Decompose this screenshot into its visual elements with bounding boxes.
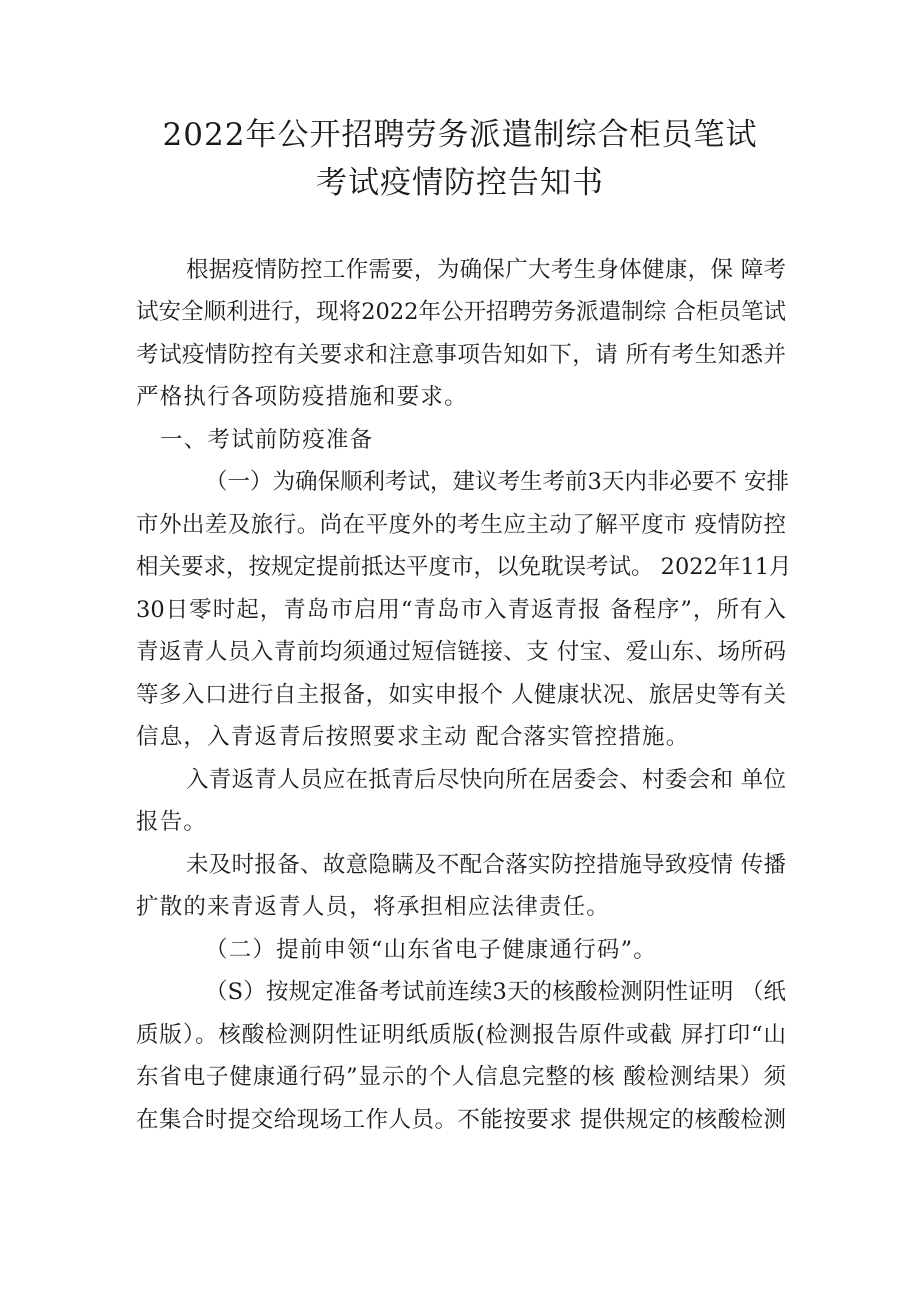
document-title-line-1: 2022年公开招聘劳务派遣制综合柜员笔试: [162, 117, 758, 153]
paragraph-line: 试安全顺利进行，现将2022年公开招聘劳务派遣制综 合柜员笔试: [136, 299, 786, 325]
paragraph-line: 严格执行各项防疫措施和要求。: [136, 384, 468, 410]
paragraph-line: （一）为确保顺利考试，建议考生考前3天内非必要不 安排: [205, 469, 789, 495]
paragraph-line: （S）按规定准备考试前连续3天的核酸检测阴性证明 （纸: [205, 979, 786, 1005]
paragraph-line: 30日零时起，青岛市启用“青岛市入青返青报 备程序”，所有入: [136, 597, 786, 623]
paragraph-line: 东省电子健康通行码”显示的个人信息完整的核 酸检测结果）须: [136, 1064, 786, 1090]
paragraph-line: 市外出差及旅行。尚在平度外的考生应主动了解平度市 疫情防控: [136, 512, 786, 538]
section-heading: 一、考试前防疫准备: [160, 427, 374, 453]
paragraph-line: 报告。: [136, 809, 208, 835]
paragraph-line: 相关要求，按规定提前抵达平度市，以免耽误考试。 2022年11月: [136, 554, 792, 580]
paragraph-line: 根据疫情防控工作需要，为确保广大考生身体健康，保 障考: [186, 257, 786, 283]
paragraph-line: 入青返青人员应在抵青后尽快向所在居委会、村委会和 单位: [186, 767, 786, 793]
paragraph-line: 青返青人员入青前均须通过短信链接、支 付宝、爱山东、场所码: [136, 639, 786, 665]
paragraph-line: （二）提前申领“山东省电子健康通行码”。: [205, 937, 658, 963]
paragraph-line: 扩散的来青返青人员，将承担相应法律责任。: [136, 894, 611, 920]
document-title-line-2: 考试疫情防控告知书: [316, 165, 604, 201]
paragraph-line: 未及时报备、故意隐瞒及不配合落实防控措施导致疫情 传播: [186, 852, 786, 878]
paragraph-line: 等多入口进行自主报备，如实申报个 人健康状况、旅居史等有关: [136, 682, 786, 708]
paragraph-line: 质版）。核酸检测阴性证明纸质版(检测报告原件或截 屏打印“山: [136, 1022, 786, 1048]
paragraph-line: 信息，入青返青后按照要求主动 配合落实管控措施。: [136, 724, 690, 750]
paragraph-line: 考试疫情防控有关要求和注意事项告知如下，请 所有考生知悉并: [136, 342, 786, 368]
paragraph-line: 在集合时提交给现场工作人员。不能按要求 提供规定的核酸检测: [136, 1107, 786, 1133]
